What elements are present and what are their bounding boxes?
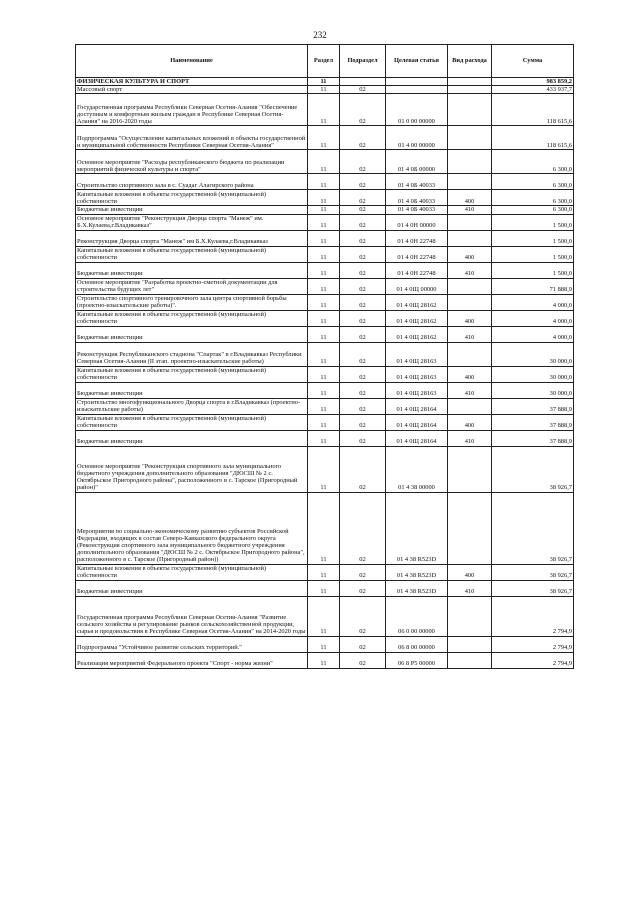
table-row <box>76 492 574 564</box>
row-target-cell: 01 4 0Н 22748 <box>386 230 448 246</box>
table-row <box>76 636 574 652</box>
row-name-cell: ФИЗИЧЕСКАЯ КУЛЬТУРА И СПОРТ <box>76 78 308 86</box>
row-section-cell: 11 <box>308 78 340 86</box>
row-section-cell: 11 <box>308 366 340 382</box>
row-name-cell: Капитальные вложения в объекты государственной (муниципальной) собственности <box>76 564 308 580</box>
table-row <box>76 94 574 126</box>
row-sum-cell: 6 300,0 <box>492 190 574 206</box>
row-name-cell: Капитальные вложения в объекты государственной (муниципальной) собственности <box>76 190 308 206</box>
row-target-cell: 06 8 Р5 00000 <box>386 652 448 668</box>
row-section-cell: 11 <box>308 430 340 446</box>
row-subsection-cell: 02 <box>340 126 386 150</box>
budget-table <box>75 44 574 669</box>
row-sum-cell: 37 888,9 <box>492 398 574 414</box>
row-subsection-cell: 02 <box>340 262 386 278</box>
table-row <box>76 382 574 398</box>
row-expense-cell: 400 <box>448 366 492 382</box>
row-expense-cell <box>448 636 492 652</box>
row-sum-cell: 37 888,9 <box>492 414 574 430</box>
row-target-cell: 06 0 00 00000 <box>386 596 448 636</box>
row-name-cell: Бюджетные инвестиции <box>76 430 308 446</box>
header-target: Целевая статья <box>386 45 448 78</box>
row-target-cell: 01 4 0Щ 28164 <box>386 430 448 446</box>
row-target-cell: 01 4 00 00000 <box>386 126 448 150</box>
table-row <box>76 366 574 382</box>
row-subsection-cell: 02 <box>340 398 386 414</box>
row-target-cell: 01 4 0Щ 28163 <box>386 366 448 382</box>
table-row <box>76 246 574 262</box>
table-row <box>76 652 574 668</box>
table-row <box>76 190 574 206</box>
row-subsection-cell <box>340 78 386 86</box>
row-subsection-cell: 02 <box>340 382 386 398</box>
table-row <box>76 206 574 214</box>
row-sum-cell: 4 000,0 <box>492 294 574 310</box>
row-expense-cell <box>448 398 492 414</box>
row-subsection-cell: 02 <box>340 94 386 126</box>
table-row <box>76 150 574 174</box>
row-section-cell: 11 <box>308 342 340 366</box>
row-name-cell: Основное мероприятие "Реконструкция спортивного зала муниципального бюджетного учреждения дополнительного образования "ДЮСШ № 2 с. Октябрьское Пригородного района", расположенного в с. Тарское (Пригородный район)" <box>76 446 308 492</box>
row-expense-cell: 410 <box>448 262 492 278</box>
row-expense-cell: 410 <box>448 580 492 596</box>
table-row <box>76 294 574 310</box>
row-sum-cell: 71 888,9 <box>492 278 574 294</box>
table-row <box>76 342 574 366</box>
row-expense-cell <box>448 230 492 246</box>
row-section-cell: 11 <box>308 596 340 636</box>
row-name-cell: Капитальные вложения в объекты государственной (муниципальной) собственности <box>76 310 308 326</box>
row-sum-cell: 1 500,0 <box>492 214 574 230</box>
row-subsection-cell: 02 <box>340 366 386 382</box>
row-expense-cell <box>448 94 492 126</box>
row-section-cell: 11 <box>308 398 340 414</box>
row-subsection-cell: 02 <box>340 580 386 596</box>
row-section-cell: 11 <box>308 382 340 398</box>
row-sum-cell: 30 000,0 <box>492 366 574 382</box>
row-section-cell: 11 <box>308 294 340 310</box>
row-name-cell: Строительство многофункционального Дворца спорта в г.Владикавказ (проектно-изыскательские работы) <box>76 398 308 414</box>
row-expense-cell <box>448 126 492 150</box>
row-expense-cell: 400 <box>448 246 492 262</box>
row-section-cell: 11 <box>308 278 340 294</box>
row-section-cell: 11 <box>308 310 340 326</box>
row-subsection-cell: 02 <box>340 636 386 652</box>
row-name-cell: Бюджетные инвестиции <box>76 326 308 342</box>
row-subsection-cell: 02 <box>340 310 386 326</box>
row-sum-cell: 6 300,0 <box>492 174 574 190</box>
row-target-cell: 01 4 0Н 00000 <box>386 214 448 230</box>
row-section-cell: 11 <box>308 190 340 206</box>
row-target-cell: 01 4 0Щ 28162 <box>386 310 448 326</box>
row-expense-cell <box>448 78 492 86</box>
table-row <box>76 278 574 294</box>
row-sum-cell: 30 000,0 <box>492 342 574 366</box>
row-expense-cell: 410 <box>448 206 492 214</box>
row-target-cell: 01 4 0Н 22748 <box>386 262 448 278</box>
row-name-cell: Капитальные вложения в объекты государственной (муниципальной) собственности <box>76 414 308 430</box>
row-section-cell: 11 <box>308 492 340 564</box>
table-row <box>76 596 574 636</box>
row-sum-cell: 38 926,7 <box>492 492 574 564</box>
header-sum: Сумма <box>492 45 574 78</box>
row-section-cell: 11 <box>308 262 340 278</box>
row-name-cell: Основное мероприятие "Расходы республиканского бюджета по реализации мероприятий физической культуры и спорта" <box>76 150 308 174</box>
table-row <box>76 580 574 596</box>
row-name-cell: Бюджетные инвестиции <box>76 206 308 214</box>
row-expense-cell <box>448 446 492 492</box>
row-expense-cell: 410 <box>448 430 492 446</box>
row-name-cell: Строительство спортивного тренировочного зала центра спортивной борьбы (проектно-изыскательские работы)". <box>76 294 308 310</box>
row-name-cell: Реконструкция Дворца спорта "Манеж" им Б.Х.Кулаева,г.Владикавказ <box>76 230 308 246</box>
row-target-cell: 01 4 0Щ 28163 <box>386 342 448 366</box>
row-sum-cell: 38 926,7 <box>492 564 574 580</box>
table-row <box>76 564 574 580</box>
row-sum-cell: 30 000,0 <box>492 382 574 398</box>
header-expense: Вид расхода <box>448 45 492 78</box>
row-expense-cell <box>448 150 492 174</box>
row-subsection-cell: 02 <box>340 246 386 262</box>
row-name-cell: Массовый спорт <box>76 86 308 94</box>
row-expense-cell <box>448 492 492 564</box>
row-section-cell: 11 <box>308 652 340 668</box>
row-name-cell: Основное мероприятие "Реконструкция Дворца спорта "Манеж" им. Б.Х.Кулаева,г.Владикавказ" <box>76 214 308 230</box>
row-target-cell: 06 8 00 00000 <box>386 636 448 652</box>
row-target-cell: 01 4 0Щ 28162 <box>386 294 448 310</box>
row-target-cell: 01 4 0Щ 28164 <box>386 398 448 414</box>
row-subsection-cell: 02 <box>340 230 386 246</box>
table-row <box>76 414 574 430</box>
row-sum-cell: 1 500,0 <box>492 230 574 246</box>
row-section-cell: 11 <box>308 230 340 246</box>
row-target-cell: 01 4 0Б 00000 <box>386 150 448 174</box>
row-section-cell: 11 <box>308 150 340 174</box>
row-section-cell: 11 <box>308 126 340 150</box>
row-subsection-cell: 02 <box>340 564 386 580</box>
row-target-cell: 01 4 0Н 22748 <box>386 246 448 262</box>
row-target-cell: 01 4 38 R523D <box>386 564 448 580</box>
row-name-cell: Государственная программа Республики Северная Осетия-Алания "Развитие сельского хозяйства и регулирование рынков сельскохозяйственной продукции, сырья и продовольствия в Республике Северная Осетия-Алания" на 2014-2020 годы <box>76 596 308 636</box>
row-subsection-cell: 02 <box>340 294 386 310</box>
row-section-cell: 11 <box>308 326 340 342</box>
row-section-cell: 11 <box>308 94 340 126</box>
row-name-cell: Государственная программа Республики Северная Осетия-Алания "Обеспечение доступным и комфортным жильем граждан в Республике Северная Осетия-Алания" на 2016-2020 годы <box>76 94 308 126</box>
table-row <box>76 398 574 414</box>
row-name-cell: Мероприятия по социально-экономическому развитию субъектов Российской Федерации, входящих в состав Северо-Кавказского федерального округа (Реконструкция спортивного зала муниципального бюджетного учреждения дополнительного образования "ДЮСШ № 2 с. Октябрьское Пригородного района", расположенного в с. Тарское (Пригородный район)) <box>76 492 308 564</box>
row-sum-cell: 6 300,0 <box>492 206 574 214</box>
row-subsection-cell: 02 <box>340 492 386 564</box>
row-sum-cell: 1 500,0 <box>492 246 574 262</box>
row-sum-cell: 118 615,6 <box>492 126 574 150</box>
row-sum-cell: 2 794,9 <box>492 596 574 636</box>
row-sum-cell: 6 300,0 <box>492 150 574 174</box>
row-name-cell: Бюджетные инвестиции <box>76 580 308 596</box>
row-target-cell: 01 4 0Щ 28162 <box>386 326 448 342</box>
row-section-cell: 11 <box>308 174 340 190</box>
row-expense-cell <box>448 652 492 668</box>
row-subsection-cell: 02 <box>340 414 386 430</box>
row-subsection-cell: 02 <box>340 446 386 492</box>
row-name-cell: Бюджетные инвестиции <box>76 262 308 278</box>
row-sum-cell: 38 926,7 <box>492 446 574 492</box>
row-subsection-cell: 02 <box>340 206 386 214</box>
row-expense-cell <box>448 174 492 190</box>
row-name-cell: Подпрограмма "Осуществление капитальных вложений в объекты государственной и муниципальной собственности Республики Северная Осетия-Алания" <box>76 126 308 150</box>
row-name-cell: Основное мероприятие "Разработка проектно-сметной документации для строительства будущих лет" <box>76 278 308 294</box>
row-expense-cell: 400 <box>448 564 492 580</box>
header-name: Наименование <box>76 45 308 78</box>
row-sum-cell: 1 500,0 <box>492 262 574 278</box>
row-target-cell: 01 4 0Щ 28163 <box>386 382 448 398</box>
row-sum-cell: 433 937,7 <box>492 86 574 94</box>
row-sum-cell: 4 000,0 <box>492 310 574 326</box>
row-section-cell: 11 <box>308 206 340 214</box>
row-subsection-cell: 02 <box>340 596 386 636</box>
table-row <box>76 326 574 342</box>
row-expense-cell <box>448 214 492 230</box>
row-subsection-cell: 02 <box>340 174 386 190</box>
row-target-cell: 01 4 0Б 40033 <box>386 190 448 206</box>
row-expense-cell <box>448 342 492 366</box>
row-section-cell: 11 <box>308 86 340 94</box>
row-expense-cell: 400 <box>448 310 492 326</box>
row-target-cell: 01 4 38 R523D <box>386 580 448 596</box>
header-section: Раздел <box>308 45 340 78</box>
row-target-cell <box>386 78 448 86</box>
row-target-cell: 01 0 00 00000 <box>386 94 448 126</box>
row-name-cell: Реализация мероприятий Федерального проекта "Спорт - норма жизни" <box>76 652 308 668</box>
row-name-cell: Подпрограмма "Устойчивое развитие сельских территорий." <box>76 636 308 652</box>
row-section-cell: 11 <box>308 580 340 596</box>
row-sum-cell: 2 794,9 <box>492 636 574 652</box>
row-name-cell: Бюджетные инвестиции <box>76 382 308 398</box>
row-sum-cell: 2 794,9 <box>492 652 574 668</box>
row-section-cell: 11 <box>308 446 340 492</box>
row-name-cell: Строительство спортивного зала в с. Суадаг Алагирского района <box>76 174 308 190</box>
row-expense-cell: 410 <box>448 326 492 342</box>
row-subsection-cell: 02 <box>340 214 386 230</box>
table-row <box>76 126 574 150</box>
row-target-cell: 01 4 0Щ 00000 <box>386 278 448 294</box>
row-expense-cell: 400 <box>448 414 492 430</box>
row-expense-cell: 400 <box>448 190 492 206</box>
row-subsection-cell: 02 <box>340 190 386 206</box>
row-sum-cell: 38 926,7 <box>492 580 574 596</box>
header-subsection: Подраздел <box>340 45 386 78</box>
row-expense-cell <box>448 294 492 310</box>
row-section-cell: 11 <box>308 414 340 430</box>
row-expense-cell <box>448 86 492 94</box>
table-row <box>76 310 574 326</box>
row-target-cell: 01 4 38 00000 <box>386 446 448 492</box>
row-subsection-cell: 02 <box>340 430 386 446</box>
row-section-cell: 11 <box>308 246 340 262</box>
row-expense-cell: 410 <box>448 382 492 398</box>
row-target-cell: 01 4 38 R523D <box>386 492 448 564</box>
row-sum-cell: 37 888,9 <box>492 430 574 446</box>
table-row <box>76 174 574 190</box>
row-sum-cell: 118 615,6 <box>492 94 574 126</box>
table-row <box>76 262 574 278</box>
row-name-cell: Капитальные вложения в объекты государственной (муниципальной) собственности <box>76 246 308 262</box>
row-subsection-cell: 02 <box>340 278 386 294</box>
page-number: 232 <box>313 30 327 40</box>
table-body <box>76 78 574 669</box>
table-row <box>76 446 574 492</box>
row-target-cell: 01 4 0Б 40033 <box>386 174 448 190</box>
row-subsection-cell: 02 <box>340 342 386 366</box>
table-row <box>76 430 574 446</box>
row-target-cell: 01 4 0Б 40033 <box>386 206 448 214</box>
row-sum-cell: 4 000,0 <box>492 326 574 342</box>
row-subsection-cell: 02 <box>340 150 386 174</box>
row-section-cell: 11 <box>308 636 340 652</box>
row-expense-cell <box>448 596 492 636</box>
table-row <box>76 214 574 230</box>
row-sum-cell: 983 859,2 <box>492 78 574 86</box>
row-name-cell: Капитальные вложения в объекты государственной (муниципальной) собственности <box>76 366 308 382</box>
row-subsection-cell: 02 <box>340 326 386 342</box>
row-subsection-cell: 02 <box>340 652 386 668</box>
row-section-cell: 11 <box>308 214 340 230</box>
row-name-cell: Реконструкция Республиканского стадиона "Спартак" в г.Владикавказ Республики Северная Осетия-Алания (II этап. проектно-изыскательские работы) <box>76 342 308 366</box>
table-header-row <box>76 45 574 78</box>
row-target-cell <box>386 86 448 94</box>
table-row <box>76 230 574 246</box>
row-expense-cell <box>448 278 492 294</box>
row-target-cell: 01 4 0Щ 28164 <box>386 414 448 430</box>
row-section-cell: 11 <box>308 564 340 580</box>
table-row <box>76 86 574 94</box>
table-row <box>76 78 574 86</box>
row-subsection-cell: 02 <box>340 86 386 94</box>
